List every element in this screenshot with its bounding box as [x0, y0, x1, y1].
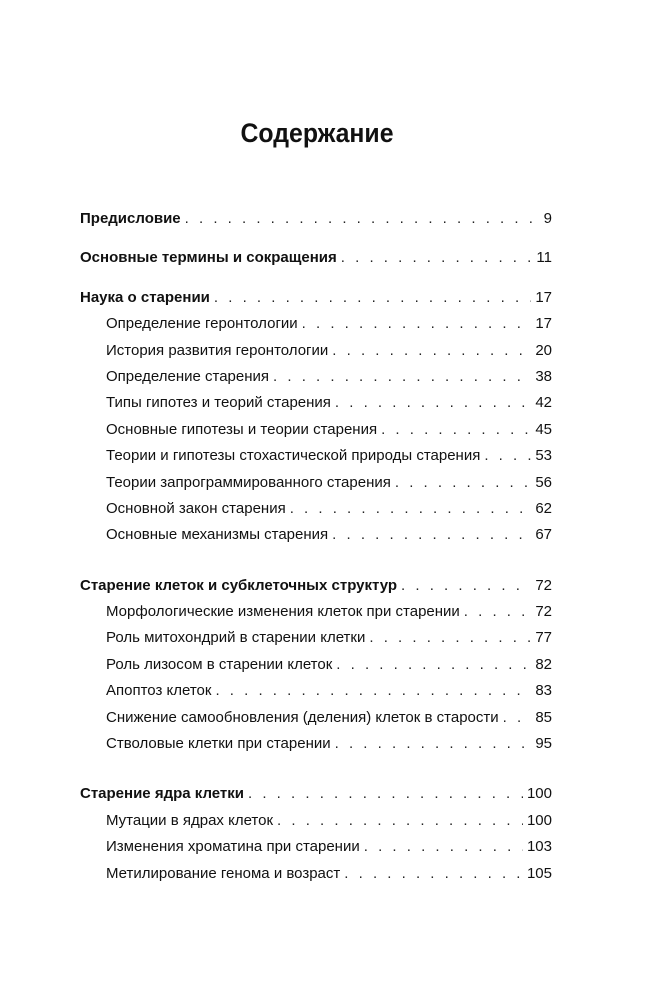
toc-section-entry	[80, 364, 552, 390]
page-title: Содержание	[240, 118, 394, 148]
toc-entry-title: Старение клеток и субклеточных структур	[80, 576, 398, 594]
toc-entry-title: Морфологические изменения клеток при старении	[106, 603, 460, 621]
dot-leader	[464, 599, 532, 625]
toc-page-number: 20	[535, 341, 552, 359]
dot-leader	[335, 390, 531, 416]
toc-page-number: 85	[535, 708, 552, 726]
dot-leader	[332, 522, 531, 548]
toc-section-entry	[80, 522, 552, 548]
toc-section-entry	[80, 861, 552, 887]
toc-section-entry	[80, 731, 552, 757]
dot-leader	[503, 705, 532, 731]
toc-page-number: 105	[526, 864, 552, 882]
toc-section-entry	[80, 625, 552, 651]
toc-page-number: 67	[535, 526, 552, 544]
toc-entry-title: История развития геронтологии	[106, 341, 329, 359]
toc-page-number: 82	[535, 655, 552, 673]
toc-entry-title: Основные гипотезы и теории старения	[106, 420, 378, 438]
toc-section-entry	[80, 834, 552, 860]
toc-section-entry	[80, 678, 552, 704]
toc-section-entry	[80, 417, 552, 443]
toc-entry-title: Роль митохондрий в старении клетки	[106, 629, 366, 647]
toc-page-number: 11	[536, 249, 552, 267]
dot-leader	[401, 573, 531, 599]
toc-section-entry	[80, 338, 552, 364]
dot-leader	[302, 311, 532, 337]
toc-entry-title: Наука о старении	[80, 288, 210, 306]
toc-page-number: 17	[535, 288, 552, 306]
toc-entry-title: Метилирование генома и возраст	[106, 864, 341, 882]
dot-leader	[335, 731, 532, 757]
toc-entry-title: Старение ядра клетки	[80, 785, 245, 803]
toc-section-entry	[80, 652, 552, 678]
toc-chapter-entry	[80, 245, 552, 271]
toc-entry-title: Изменения хроматина при старении	[106, 838, 360, 856]
toc-page-number: 77	[535, 629, 552, 647]
toc-page-number: 17	[535, 315, 552, 333]
toc-section-entry	[80, 470, 552, 496]
toc-entry-title: Снижение самообновления (деления) клеток в старости	[106, 708, 499, 726]
toc-section-entry	[80, 311, 552, 337]
toc-entry-title: Апоптоз клеток	[106, 682, 212, 700]
dot-leader	[344, 861, 523, 887]
toc-entry-title: Основные механизмы старения	[106, 526, 329, 544]
toc-page-number: 62	[535, 499, 552, 517]
toc-page-number: 72	[535, 576, 552, 594]
toc-entry-title: Основной закон старения	[106, 499, 286, 517]
dot-leader	[484, 443, 531, 469]
toc-section-entry	[80, 599, 552, 625]
dot-leader	[290, 496, 532, 522]
toc-page-number: 100	[526, 785, 552, 803]
toc-page-number: 103	[526, 838, 552, 856]
dot-leader	[395, 470, 531, 496]
toc-page-number: 56	[535, 473, 552, 491]
toc-chapter-entry	[80, 573, 552, 599]
dot-leader	[214, 285, 531, 311]
toc-section-entry	[80, 496, 552, 522]
dot-leader	[341, 245, 533, 271]
dot-leader	[215, 678, 531, 704]
dot-leader	[369, 625, 531, 651]
toc-chapter-entry	[80, 781, 552, 807]
dot-leader	[381, 417, 531, 443]
toc-page-number: 53	[535, 447, 552, 465]
toc-entry-title: Теории запрограммированного старения	[106, 473, 391, 491]
toc-section-entry	[80, 390, 552, 416]
toc-entry-title: Основные термины и сокращения	[80, 249, 337, 267]
dot-leader	[336, 652, 531, 678]
toc-section-entry	[80, 705, 552, 731]
toc-entry-title: Роль лизосом в старении клеток	[106, 655, 333, 673]
dot-leader	[248, 781, 523, 807]
dot-leader	[277, 808, 523, 834]
toc-entry-title: Стволовые клетки при старении	[106, 735, 331, 753]
toc-page-number: 42	[535, 394, 552, 412]
toc-entry-title: Типы гипотез и теорий старения	[106, 394, 331, 412]
dot-leader	[364, 834, 523, 860]
toc-chapter-entry	[80, 285, 552, 311]
dot-leader	[332, 338, 531, 364]
toc-entry-title: Мутации в ядрах клеток	[106, 811, 274, 829]
toc-entry-title: Теории и гипотезы стохастической природы старения	[106, 447, 481, 465]
toc-section-entry	[80, 808, 552, 834]
toc-page-number: 72	[535, 603, 552, 621]
toc-page-number: 100	[526, 811, 552, 829]
toc-section-entry	[80, 443, 552, 469]
dot-leader	[185, 206, 540, 232]
toc-page-number: 9	[543, 210, 552, 227]
table-of-contents	[80, 206, 552, 887]
toc-page-number: 45	[535, 420, 552, 438]
toc-entry-title: Определение старения	[106, 367, 270, 385]
toc-page-number: 95	[535, 735, 552, 753]
toc-entry-title: Определение геронтологии	[106, 315, 298, 333]
toc-page-number: 38	[535, 367, 552, 385]
toc-entry-title: Предисловие	[80, 210, 181, 227]
dot-leader	[273, 364, 531, 390]
toc-page-number: 83	[535, 682, 552, 700]
toc-chapter-entry	[80, 206, 552, 232]
